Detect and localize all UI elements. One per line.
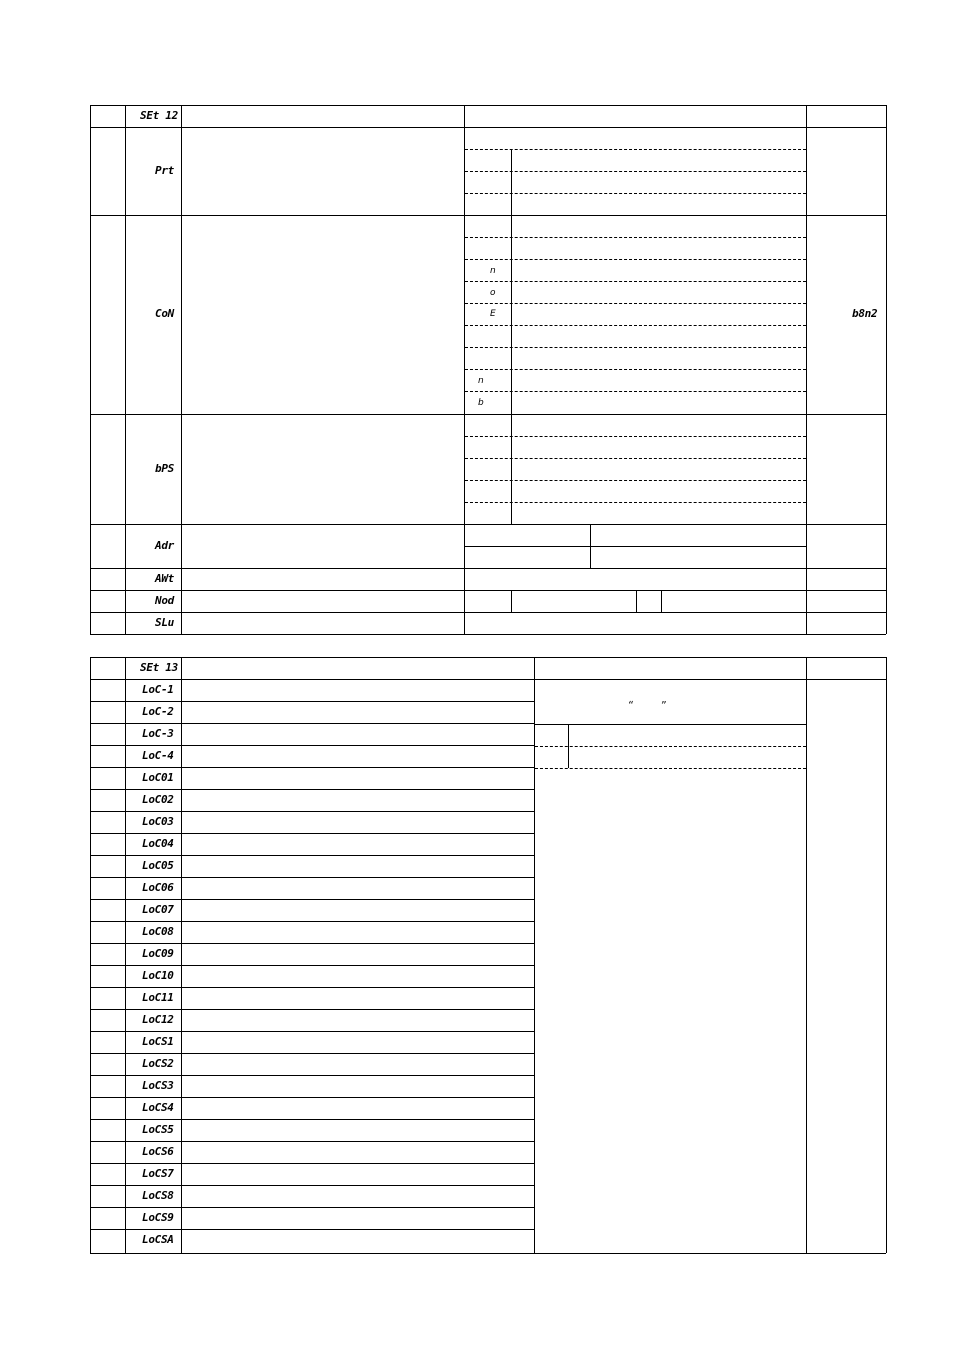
lock-option-line: [535, 768, 806, 769]
table2-row-line: [90, 1253, 886, 1254]
table2-row-line: [90, 789, 534, 790]
table2-row-line: [90, 877, 534, 878]
table2-row-line: [90, 1053, 534, 1054]
bps-option-divider: [511, 414, 512, 524]
con-mark: E: [490, 309, 496, 319]
table2-row-line: [90, 1207, 534, 1208]
table2-row-line: [90, 1119, 534, 1120]
lock-option-line: [535, 724, 806, 725]
mod-option-divider: [636, 590, 637, 612]
mod-option-divider: [511, 590, 512, 612]
table2-row-line: [90, 811, 534, 812]
lock-code: LoCS1: [142, 1035, 174, 1048]
lock-option-line: [535, 746, 806, 747]
code-con: CoN: [155, 307, 174, 320]
lock-code: LoC06: [142, 881, 174, 894]
lock-code: LoC03: [142, 815, 174, 828]
table2-row-line: [90, 855, 534, 856]
con-option-line: [465, 259, 806, 260]
table2-col-divider: [806, 657, 807, 1253]
bps-option-line: [465, 436, 806, 437]
code-awt: AWt: [155, 572, 174, 585]
table2-row-line: [90, 1163, 534, 1164]
lock-code: LoC12: [142, 1013, 174, 1026]
lock-code: LoC-1: [142, 683, 174, 696]
table1-row-line: [90, 414, 886, 415]
table1-border-left: [90, 105, 91, 634]
table1-row-line: [90, 524, 886, 525]
con-option-divider: [511, 215, 512, 414]
table1-row-line: [90, 612, 886, 613]
table2-border-right: [886, 657, 887, 1253]
lock-code: LoC-2: [142, 705, 174, 718]
table1-row-line: [90, 215, 886, 216]
code-adr: Adr: [155, 539, 174, 552]
table1-col-divider: [181, 105, 182, 634]
con-option-line: [465, 369, 806, 370]
con-mark: o: [490, 288, 496, 298]
code-set13: SEt 13: [140, 661, 178, 674]
table2-row-line: [90, 1097, 534, 1098]
code-prt: Prt: [155, 164, 174, 177]
code-mod: Nod: [155, 594, 174, 607]
lock-code: LoC08: [142, 925, 174, 938]
lock-code: LoC11: [142, 991, 174, 1004]
table2-row-line: [90, 679, 886, 680]
bps-option-line: [465, 502, 806, 503]
lock-code: LoC10: [142, 969, 174, 982]
table2-row-line: [90, 745, 534, 746]
code-bps: bPS: [155, 462, 174, 475]
con-mark: n: [490, 266, 496, 276]
table1-col-divider: [806, 105, 807, 634]
con-option-line: [465, 391, 806, 392]
lock-code: LoCS9: [142, 1211, 174, 1224]
prt-option-divider: [511, 149, 512, 215]
table2-row-line: [90, 987, 534, 988]
table2-row-line: [90, 1075, 534, 1076]
adr-option-divider: [590, 524, 591, 568]
con-option-line: [465, 325, 806, 326]
table1-row-line: [90, 590, 886, 591]
lock-code: LoC05: [142, 859, 174, 872]
table1-row-line: [90, 634, 886, 635]
lock-code: LoCS2: [142, 1057, 174, 1070]
adr-option-line: [465, 546, 806, 547]
lock-code: LoC-3: [142, 727, 174, 740]
table1-row-line: [90, 105, 886, 106]
table1-row-line: [90, 568, 886, 569]
table2-row-line: [90, 943, 534, 944]
code-slv: SLu: [155, 616, 174, 629]
lock-code: LoCS7: [142, 1167, 174, 1180]
lock-code: LoCS8: [142, 1189, 174, 1202]
con-option-line: [465, 281, 806, 282]
table2-row-line: [90, 899, 534, 900]
con-mark: b: [478, 398, 484, 408]
lock-code: LoCS3: [142, 1079, 174, 1092]
quote-open: “: [628, 699, 634, 712]
prt-option-line: [465, 171, 806, 172]
mod-option-divider: [661, 590, 662, 612]
lock-code: LoC01: [142, 771, 174, 784]
table2-row-line: [90, 921, 534, 922]
con-mark: n: [478, 376, 484, 386]
code-set12: SEt 12: [140, 109, 178, 122]
table2-row-line: [90, 1185, 534, 1186]
table2-row-line: [90, 701, 534, 702]
bps-option-line: [465, 480, 806, 481]
prt-option-line: [465, 149, 806, 150]
lock-code: LoC-4: [142, 749, 174, 762]
table2-row-line: [90, 723, 534, 724]
table2-row-line: [90, 1031, 534, 1032]
lock-code: LoCSA: [142, 1233, 174, 1246]
lock-code: LoC09: [142, 947, 174, 960]
table2-row-line: [90, 657, 886, 658]
table2-row-line: [90, 833, 534, 834]
table1-col-divider: [125, 105, 126, 634]
prt-option-line: [465, 193, 806, 194]
lock-code: LoCS6: [142, 1145, 174, 1158]
lock-code: LoC07: [142, 903, 174, 916]
lock-code: LoCS5: [142, 1123, 174, 1136]
table2-row-line: [90, 1229, 534, 1230]
lock-code: LoCS4: [142, 1101, 174, 1114]
quote-close: ”: [661, 699, 667, 712]
table2-row-line: [90, 767, 534, 768]
table2-row-line: [90, 1141, 534, 1142]
table1-row-line: [90, 127, 886, 128]
lock-code: LoC02: [142, 793, 174, 806]
lock-option-divider: [568, 724, 569, 768]
table2-row-line: [90, 1009, 534, 1010]
con-option-line: [465, 303, 806, 304]
table2-row-line: [90, 965, 534, 966]
con-option-line: [465, 237, 806, 238]
table1-border-right: [886, 105, 887, 634]
lock-code: LoC04: [142, 837, 174, 850]
con-option-line: [465, 347, 806, 348]
bps-option-line: [465, 458, 806, 459]
con-default-value: b8n2: [852, 307, 878, 320]
